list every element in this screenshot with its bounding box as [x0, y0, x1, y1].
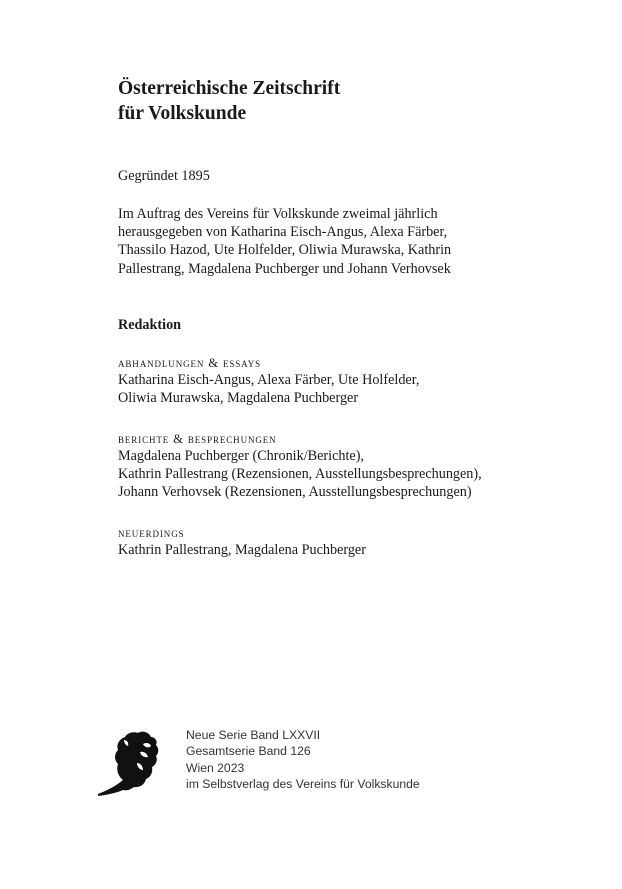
section-names	[118, 371, 419, 407]
editors-line: Thassilo Hazod, Ute Holfelder, Oliwia Murawska, Kathrin	[118, 242, 452, 259]
imprint-line: Wien 2023	[186, 760, 245, 775]
section-line: Kathrin Pallestrang, Magdalena Puchberger	[118, 542, 366, 558]
imprint-block	[186, 727, 420, 792]
publisher-logo-icon	[96, 730, 162, 798]
editors-paragraph	[118, 205, 451, 278]
section-line: Oliwia Murawska, Magdalena Puchberger	[118, 390, 359, 407]
section-line: Kathrin Pallestrang (Rezensionen, Ausstellungsbesprechungen),	[118, 466, 482, 483]
journal-title-line-2: für Volkskunde	[118, 103, 247, 124]
section-line: Johann Verhovsek (Rezensionen, Ausstellungsbesprechungen)	[118, 484, 472, 501]
logo-silhouette	[98, 732, 158, 796]
journal-title-line-1: Österreichische Zeitschrift	[118, 78, 341, 99]
section-abhandlungen	[118, 355, 419, 407]
section-neuerdings	[118, 525, 366, 559]
imprint-line: Gesamtserie Band 126	[186, 744, 311, 759]
editors-line: Pallestrang, Magdalena Puchberger und Johann Verhovsek	[118, 260, 451, 277]
section-berichte	[118, 431, 482, 502]
section-label: neuerdings	[118, 526, 185, 540]
redaktion-heading: Redaktion	[118, 317, 182, 333]
journal-title	[118, 76, 340, 126]
imprint-line: im Selbstverlag des Vereins für Volkskunde	[186, 776, 420, 791]
founded-note: Gegründet 1895	[118, 168, 210, 184]
editors-line: herausgegeben von Katharina Eisch-Angus, Alexa Färber,	[118, 224, 448, 241]
section-line: Magdalena Puchberger (Chronik/Berichte),	[118, 448, 364, 464]
imprint-line: Neue Serie Band LXXVII	[186, 728, 321, 742]
editors-line: Im Auftrag des Vereins für Volkskunde zweimal jährlich	[118, 206, 438, 222]
section-names	[118, 447, 482, 502]
section-names	[118, 541, 366, 559]
section-label: abhandlungen & essays	[118, 356, 262, 370]
section-label: berichte & besprechungen	[118, 432, 277, 446]
section-line: Katharina Eisch-Angus, Alexa Färber, Ute Holfelder,	[118, 372, 420, 388]
